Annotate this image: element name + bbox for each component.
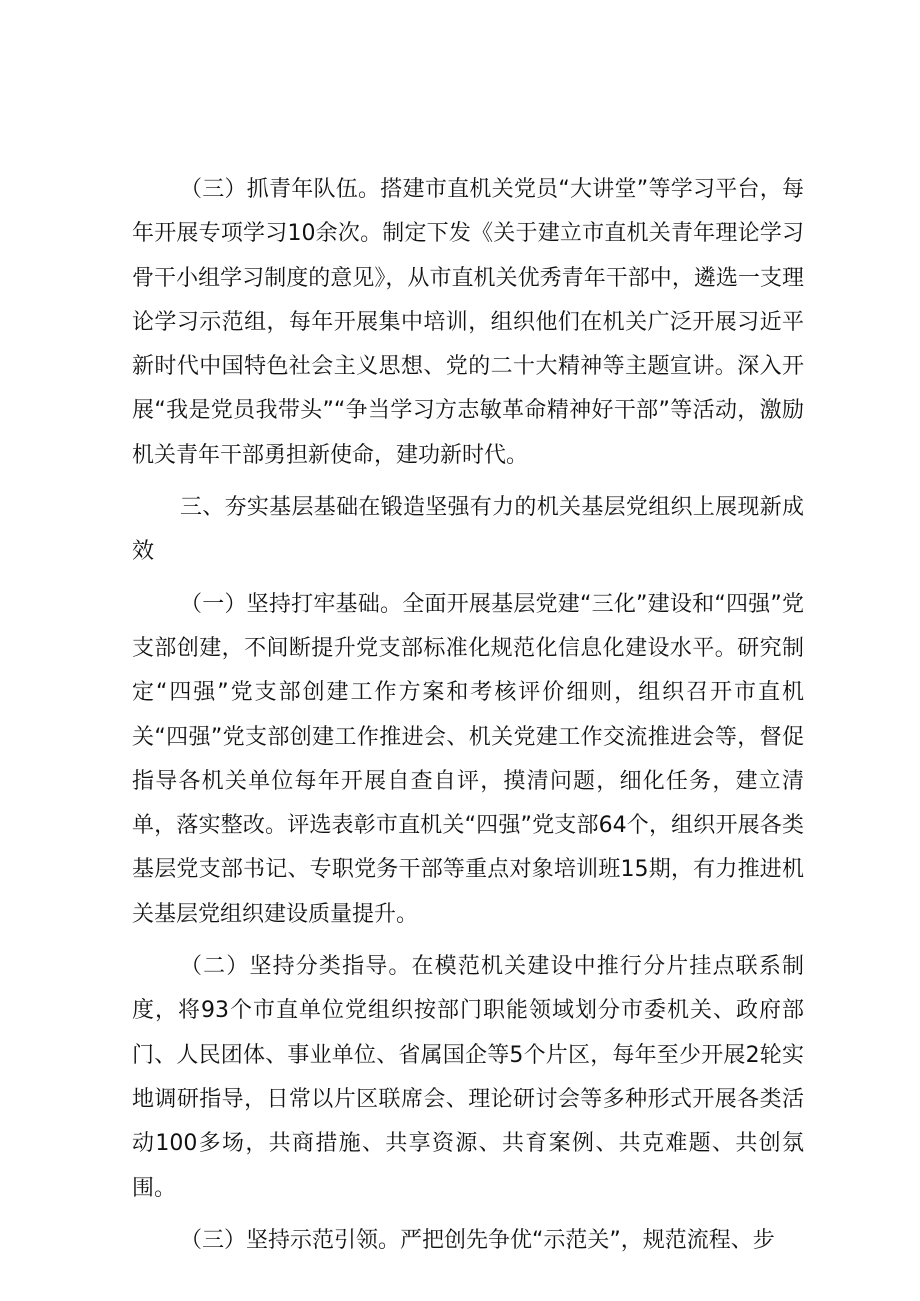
paragraph-classified-guidance: （二）坚持分类指导。在模范机关建设中推行分片挂点联系制度，将93个市直单位党组织按部门职能领域划分市委机关、政府部门、人民团体、事业单位、省属国企等5个片区，每年至少开展2轮实地调研指导，日常以片区联席会、理论研讨会等多种形式开展各类活动100多场，共商措施、共享资源、共育案例、共克难题、共创氛围。 <box>132 954 804 1201</box>
paragraph-gap <box>132 937 804 945</box>
paragraph-foundation: （一）坚持打牢基础。全面开展基层党建“三化”建设和“四强”党支部创建，不间断提升党支部标准化规范化信息化建设水平。研究制定“四强”党支部创建工作方案和考核评价细则，组织召开市直机关“四强”党支部创建工作推进会、机关党建工作交流推进会等，督促指导各机关单位每年开展自查自评，摸清问题，细化任务，建立清单，落实整改。评选表彰市直机关“四强”党支部64个，组织开展各类基层党支部书记、专职党务干部等重点对象培训班15期，有力推进机关基层党组织建设质量提升。 <box>132 591 804 927</box>
paragraph-youth-team: （三）抓青年队伍。搭建市直机关党员“大讲堂”等学习平台，每年开展专项学习10余次。制定下发《关于建立市直机关青年理论学习骨干小组学习制度的意见》，从市直机关优秀青年干部中，遴选一支理论学习示范组，每年开展集中培训，组织他们在机关广泛开展习近平新时代中国特色社会主义思想、党的二十大精神等主题宣讲。深入开展“我是党员我带头”“争当学习方志敏革命精神好干部”等活动，激励机关青年干部勇担新使命，建功新时代。 <box>132 177 804 468</box>
paragraph-gap <box>132 575 804 583</box>
document-body <box>132 168 804 1263</box>
paragraph-demonstration: （三）坚持示范引领。严把创先争优“示范关”，规范流程、步 <box>180 1227 775 1253</box>
paragraph-gap <box>132 1211 804 1219</box>
section-heading-three: 三、夯实基层基础在锻造坚强有力的机关基层党组织上展现新成效 <box>132 495 804 565</box>
paragraph-gap <box>132 478 804 486</box>
